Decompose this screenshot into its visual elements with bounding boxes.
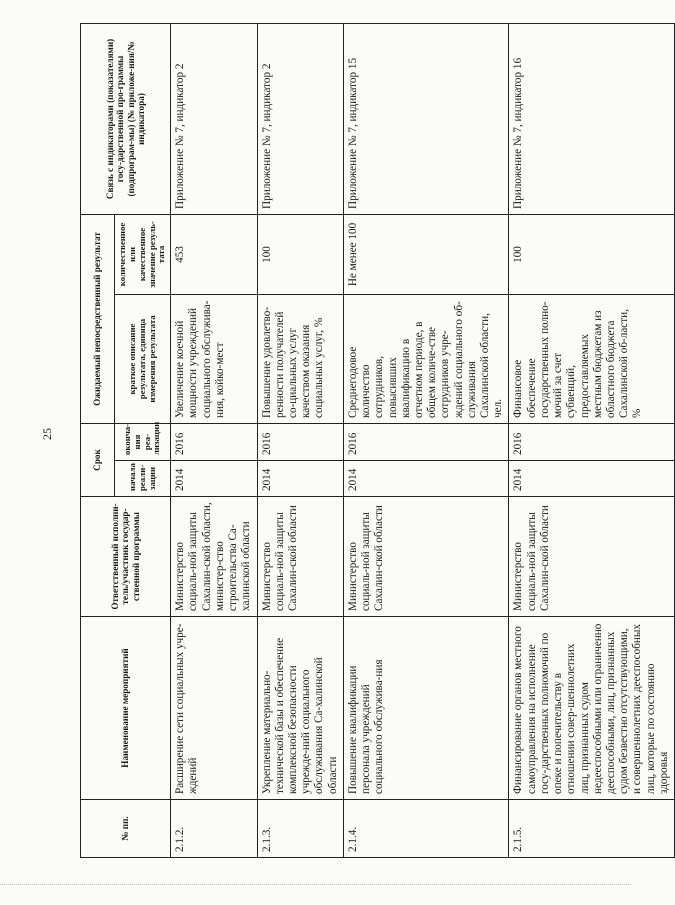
header-result-desc: краткое описание результата, единица измерения результата: [115, 294, 171, 423]
row-num: 2.1.3.: [257, 800, 343, 858]
header-num: № пп.: [81, 800, 171, 858]
row-start: 2014: [171, 461, 257, 497]
row-link: Приложение № 7, индикатор 2: [171, 23, 257, 214]
document-table-sheet: [80, 24, 670, 858]
table-row: [343, 23, 509, 857]
row-end: 2016: [171, 423, 257, 460]
row-result-value: 100: [257, 214, 343, 294]
row-link: Приложение № 7, индикатор 15: [343, 23, 509, 214]
header-link: Связь с индикаторами (показателями) госу-дарственной про-граммы (подпрограм-мы) (№ приложе-ния/№ индикатора): [81, 23, 171, 214]
header-executor: Ответственный исполни-тель/участник государ-ственной программы: [81, 497, 171, 617]
row-link: Приложение № 7, индикатор 16: [509, 23, 675, 214]
row-name: Расширение сети социальных учре-ждений: [171, 617, 257, 800]
header-result: Ожидаемый непосредственный результат: [81, 214, 115, 423]
row-executor: Министерство социаль-ной защиты Сахалин-ской области: [509, 497, 675, 617]
row-result-desc: Финансовое обеспечение государственных полно-мочий за счет субвенций, предоставляемых местным бюджетам из областного бюджета Сахалинской об-ласти, %: [509, 294, 675, 423]
row-num: 2.1.5.: [509, 800, 675, 858]
table-row: [171, 23, 257, 857]
table-row: [509, 23, 675, 857]
page-number: 25: [40, 428, 54, 440]
row-end: 2016: [509, 423, 675, 460]
row-end: 2016: [343, 423, 509, 460]
row-name: Повышение квалификации персонала учреждений социального обслужива-ния: [343, 617, 509, 800]
row-result-desc: Повышение удовлетво-ренности получателей со-циальных услуг качеством оказания социальных услуг, %: [257, 294, 343, 423]
row-start: 2014: [509, 461, 675, 497]
row-result-value: 453: [171, 214, 257, 294]
row-executor: Министерство социаль-ной защиты Сахалин-ской области: [343, 497, 509, 617]
row-num: 2.1.4.: [343, 800, 509, 858]
header-term-start: начала реали-зации: [115, 461, 171, 497]
scan-bottom-rule: [0, 884, 631, 886]
row-result-desc: Увеличение коечной мощности учреждений социального обслужива-ния, койко-мест: [171, 294, 257, 423]
header-term: Срок: [81, 423, 115, 496]
row-name: Финансирование органов местного самоуправления на исполнение госу-дарственных полномочий по опеке и попечительству в отношении совер-шеннолетних лиц, признанных судом недееспособными или ограниченно дееспособными, лиц, признанных судом безвестно отсутствующими, и совершеннолетних дееспособных лиц, которые по состоянию здоровья: [509, 617, 675, 800]
table-row: [257, 23, 343, 857]
header-name: Наименование мероприятий: [81, 617, 171, 800]
header-term-end: оконча-ния реа-лизации: [115, 423, 171, 460]
measures-table: [80, 23, 675, 858]
row-executor: Министерство социаль-ной защиты Сахалин-ской области, министер-ство строительства Са-халинской области: [171, 497, 257, 617]
row-num: 2.1.2.: [171, 800, 257, 858]
row-result-value: 100: [509, 214, 675, 294]
row-result-desc: Среднегодовое количество сотрудников, повысивших квалификацию в отчетном периоде, в общем количе-стве сотрудников учре-ждений социального об-служивания Сахалинской области, чел.: [343, 294, 509, 423]
row-name: Укрепление материально-технической базы и обеспечение комплексной безопасности учрежде-ний социального обслуживания Са-халинской области: [257, 617, 343, 800]
header-result-value: количественное или качественное значение резуль-тата: [115, 214, 171, 294]
row-start: 2014: [343, 461, 509, 497]
row-link: Приложение № 7, индикатор 2: [257, 23, 343, 214]
row-end: 2016: [257, 423, 343, 460]
row-executor: Министерство социаль-ной защиты Сахалин-ской области: [257, 497, 343, 617]
row-start: 2014: [257, 461, 343, 497]
row-result-value: Не менее 100: [343, 214, 509, 294]
